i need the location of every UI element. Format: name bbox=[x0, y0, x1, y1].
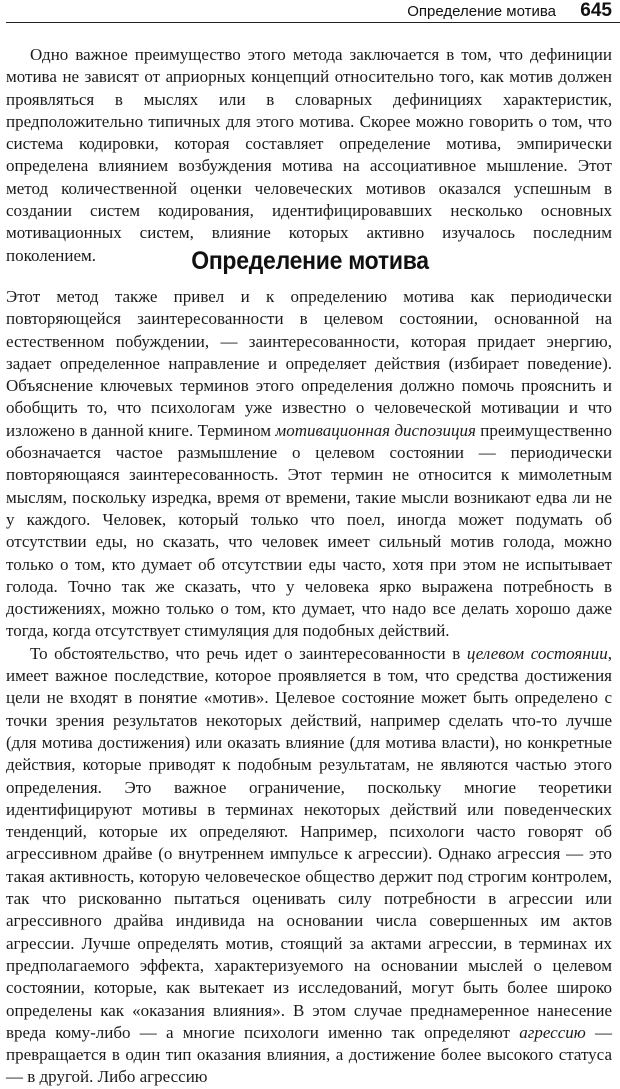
paragraph-2-text-c: — превращается в один тип оказания влияния, а достижение более высокого статуса — в другой. Либо агрессию bbox=[6, 1022, 612, 1087]
paragraph-2-italic-term-1: целевом состоянии bbox=[466, 643, 608, 663]
paragraph-1-text-a: Этот метод также привел и к определению мотива как периодически повторяющейся заинтересованности в целевом состоянии, основанной на естественном побуждении, — заинтересованности, которая придает энергию, задает определенное направление и определяет действия (избирает поведение). Объяснение ключевых терминов этого определения должно помочь прояснить и обобщить то, что психологам уже известно о человеческой мотивации и что изложено в данной книге. Термином bbox=[6, 287, 612, 440]
section-body bbox=[6, 286, 612, 1089]
intro-paragraph: Одно важное преимущество этого метода заключается в том, что дефиниции мотива не зависят от априорных концепций относительно того, как мотив должен проявляться в мыслях или в словарных дефинициях характеристик, предположительно типичных для этого мотива. Скорее можно говорить о том, что система кодировки, которая составляет определение мотива, эмпирически определена влиянием возбуждения мотива на ассоциативное мышление. Этот метод количественной оценки человеческих мотивов оказался успешным в создании систем кодирования, идентифицировавших несколько основных мотивационных систем, влияние которых активно изучалось последним поколением. bbox=[6, 45, 612, 265]
page-number: 645 bbox=[580, 0, 612, 21]
header-rule bbox=[6, 22, 620, 23]
body-paragraph-2 bbox=[6, 643, 612, 1089]
paragraph-2-text-b: , имеет важное последствие, которое проявляется в том, что средства достижения цели не входят в понятие «мотив». Целевое состояние может быть определено с точки зрения результатов некоторых действий, например сделать что-то лучше (для мотива достижения) или оказать влияние (для мотива власти), но конкретные действия, которые приводят к подобным результатам, не являются частью этого определения. Это важное ограничение, поскольку многие теоретики идентифицируют мотивы в терминах некоторых действий или поведенческих тенденций, которые их определяют. Например, психологи часто говорят об агрессивном драйве (о внутреннем импульсе к агрессии). Однако агрессия — это такая активность, которую человеческое общество держит под строгим контролем, так что рискованно пытаться оценивать силу потребности в агрессии или агрессивного драйва индивида на основании числа совершенных им актов агрессии. Лучше определять мотив, стоящий за актами агрессии, в терминах их предполагаемого эффекта, характеризуемого на основании мыслей о целевом состоянии, которые, как вытекает из исследований, могут быть более широко определены как «оказания влияния». В этом случае преднамеренное нанесение вреда кому-либо — а многие психологи именно так определяют bbox=[6, 643, 613, 1042]
running-title: Определение мотива bbox=[407, 3, 556, 20]
paragraph-2-text-a: То обстоятельство, что речь идет о заинтересованности в bbox=[30, 643, 467, 663]
paragraph-1-italic-term: мотивационная диспозиция bbox=[275, 420, 476, 440]
paragraph-2-italic-term-2: агрессию bbox=[519, 1022, 586, 1042]
running-header bbox=[0, 0, 620, 26]
body-paragraph-1 bbox=[6, 286, 612, 643]
section-heading: Определение мотива bbox=[191, 247, 429, 275]
paragraph-1-text-b: преимущественно обозначается частое размышление о целевом состоянии — периодически повторяющаяся заинтересованность. Этот термин не относится к мимолетным мыслям, поскольку изредка, время от времени, такие мысли возникают едва ли не у каждого. Человек, который только что поел, иногда может подумать об отсутствии еды, но сказать, что человек имеет сильный мотив голода, можно только о том, кто думает об отсутствии еды часто, хотя при этом не испытывает голода. Точно так же сказать, что у человека ярко выражена потребность в достижениях, можно только о том, кто думает, что надо все делать хорошо даже тогда, когда отсутствует стимуляция для подобных действий. bbox=[6, 420, 613, 641]
intro-text bbox=[6, 44, 612, 267]
